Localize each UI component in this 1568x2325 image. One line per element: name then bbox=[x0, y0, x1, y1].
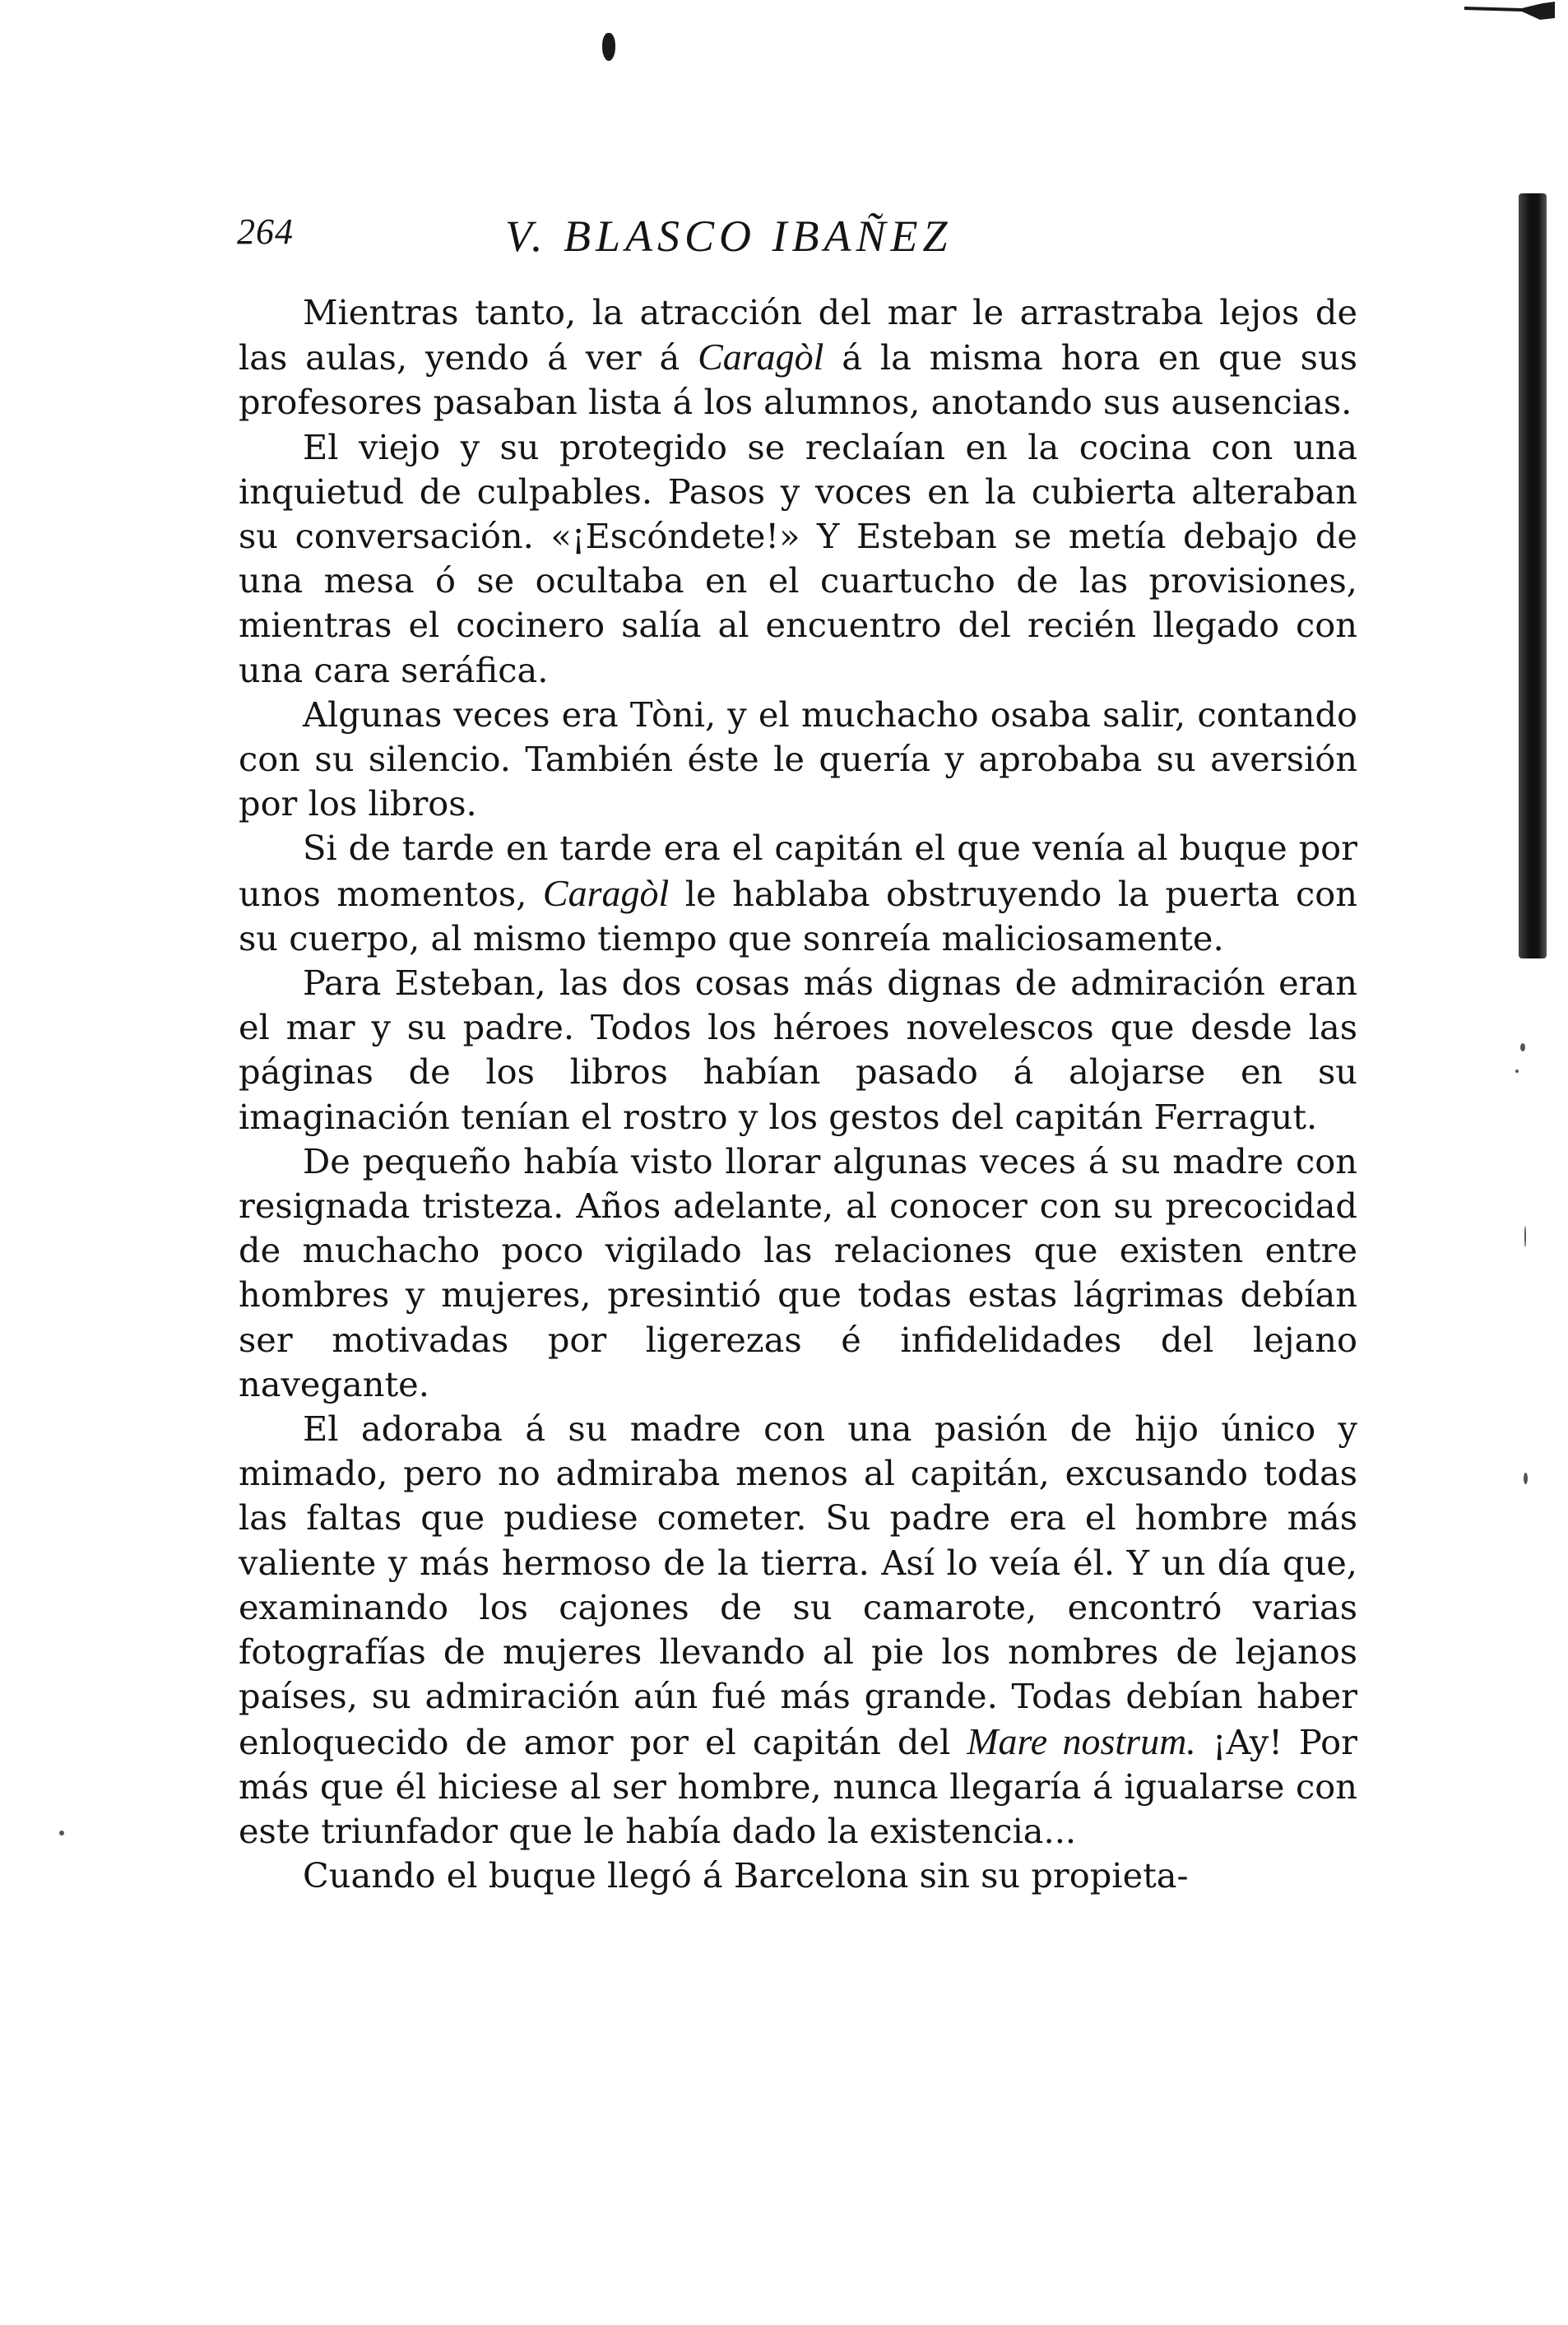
page-edge-shadow bbox=[1519, 193, 1547, 958]
text-run: Cuando el buque llegó á Barcelona sin su propieta- bbox=[303, 1855, 1189, 1896]
running-head: V. BLASCO IBAÑEZ bbox=[505, 211, 953, 261]
paragraph bbox=[239, 826, 1357, 961]
text-run: Si de tarde en tarde era el capitán el que venía al buque por unos momentos, bbox=[239, 828, 1357, 914]
corner-ink-mark bbox=[1464, 0, 1555, 21]
edge-speck bbox=[1515, 1070, 1519, 1073]
text-run: ¡Ay! Por más que él hiciese al ser hombre, nunca llegaría á igualarse con este triunfador que le había dado la existencia... bbox=[239, 1721, 1357, 1851]
text-run: Algunas veces era Tòni, y el muchacho osaba salir, contando con su silencio. También éste le quería y aprobaba su aversión por los libros. bbox=[239, 694, 1357, 824]
paragraph bbox=[239, 1407, 1357, 1854]
page-header bbox=[237, 211, 1364, 268]
text-run: El viejo y su protegido se reclaían en la cocina con una inquietud de culpables. Pasos y voces en la cubierta alteraban su conversación. «¡Escóndete!» Y Esteban se metía debajo de una mesa ó se ocultaba en el cuartucho de las provisiones, mientras el cocinero salía al encuentro del recién llegado con una cara seráfica. bbox=[239, 426, 1357, 690]
italic-text: Caragòl bbox=[698, 336, 824, 378]
edge-speck bbox=[1524, 1226, 1526, 1247]
text-run: De pequeño había visto llorar algunas veces á su madre con resignada tristeza. Años adelante, al conocer con su precocidad de muchacho poco vigilado las relaciones que existen entre hombres y mujeres, presintió que todas estas lágrimas debían ser motivadas por ligerezas é infidelidades del lejano navegante. bbox=[239, 1140, 1357, 1404]
ink-blot-mark bbox=[602, 33, 615, 61]
paragraph bbox=[239, 425, 1357, 693]
paragraph bbox=[239, 290, 1357, 425]
paragraph bbox=[239, 1854, 1357, 1898]
body-text bbox=[239, 290, 1357, 1898]
edge-speck bbox=[1520, 1043, 1525, 1051]
text-run: le hablaba obstruyendo la puerta con su cuerpo, al mismo tiempo que sonreía maliciosamente. bbox=[239, 873, 1358, 958]
italic-text: Caragòl bbox=[542, 871, 670, 914]
page-number: 264 bbox=[237, 211, 294, 252]
italic-text: Mare nostrum. bbox=[967, 1719, 1196, 1762]
paragraph bbox=[239, 961, 1357, 1139]
text-run: Para Esteban, las dos cosas más dignas de admiración eran el mar y su padre. Todos los héroes novelescos que desde las páginas de los libros habían pasado á alojarse en su imaginación tenían el rostro y los gestos del capitán Ferragut. bbox=[239, 963, 1357, 1137]
text-run: El adoraba á su madre con una pasión de hijo único y mimado, pero no admiraba menos al capitán, excusando todas las faltas que pudiese cometer. Su padre era el hombre más valiente y más hermoso de la tierra. Así lo veía él. Y un día que, examinando los cajones de su camarote, encontró varias fotografías de mujeres llevando al pie los nombres de lejanos países, su admiración aún fué más grande. Todas debían haber enloquecido de amor por el capitán del bbox=[239, 1408, 1357, 1762]
edge-speck bbox=[59, 1831, 64, 1835]
text-run: Mientras tanto, la atracción del mar le arrastraba lejos de las aulas, yendo á ver á bbox=[239, 292, 1357, 378]
paragraph bbox=[239, 693, 1357, 827]
text-run: á la misma hora en que sus profesores pasaban lista á los alumnos, anotando sus ausencias. bbox=[239, 337, 1357, 423]
paragraph bbox=[239, 1139, 1357, 1407]
edge-speck bbox=[1524, 1473, 1528, 1484]
